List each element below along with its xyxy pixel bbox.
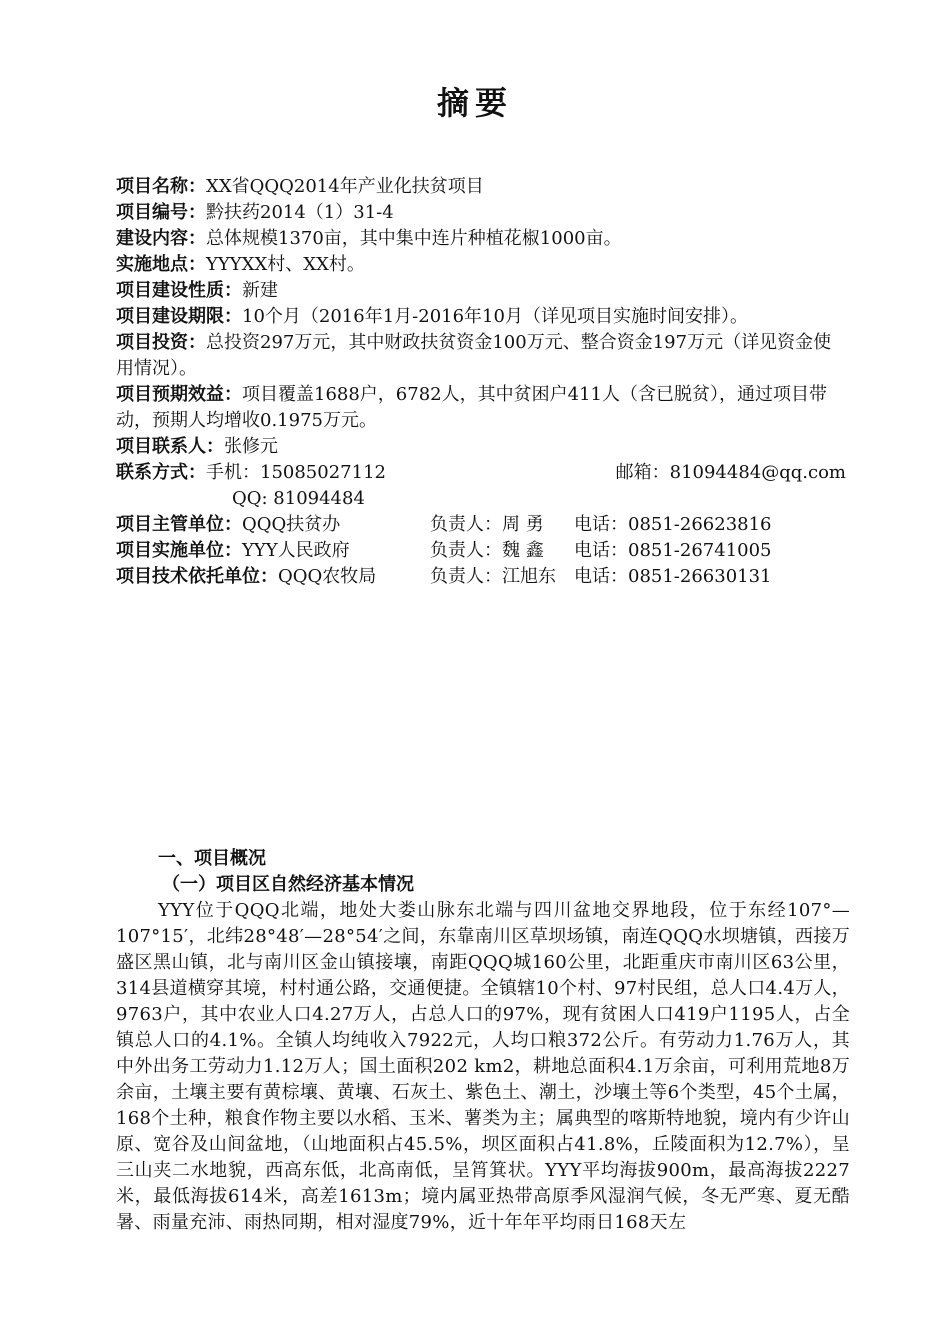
unit-row-implementer <box>116 538 846 564</box>
summary-label: 建设内容： <box>116 228 206 249</box>
unit-name: QQQ扶贫办 <box>242 514 341 535</box>
summary-row-nature <box>116 278 846 304</box>
summary-label: 项目建设性质： <box>116 280 242 301</box>
unit-label: 项目主管单位： <box>116 514 242 535</box>
unit-row-technical <box>116 564 846 590</box>
summary-row-period <box>116 304 846 330</box>
contact-email: 邮箱：81094484@qq.com <box>615 462 846 483</box>
contact-label: 联系方式： <box>116 462 206 483</box>
unit-person: 负责人：魏 鑫 <box>430 540 544 561</box>
unit-row-supervisor <box>116 512 846 538</box>
unit-label: 项目实施单位： <box>116 540 242 561</box>
project-summary <box>116 174 846 590</box>
section-overview <box>116 846 850 1236</box>
summary-value: 黔扶药2014（1）31-4 <box>206 202 394 223</box>
summary-label: 项目名称： <box>116 176 206 197</box>
summary-row-investment <box>116 330 846 382</box>
summary-row-content <box>116 226 846 252</box>
summary-value: 项目覆盖1688户，6782人，其中贫困户411人（含已脱贫），通过项目带动，预期人均增收0.1975万元。 <box>116 384 827 431</box>
summary-label: 项目建设期限： <box>116 306 242 327</box>
summary-value: XX省QQQ2014年产业化扶贫项目 <box>206 176 484 197</box>
section-heading: 一、项目概况 <box>158 848 266 869</box>
summary-label: 实施地点： <box>116 254 206 275</box>
summary-row-contact-person <box>116 434 846 460</box>
contact-row <box>116 460 846 486</box>
page-title: 摘要 <box>436 84 513 122</box>
unit-label: 项目技术依托单位： <box>116 566 278 587</box>
summary-value: 张修元 <box>224 436 278 457</box>
summary-row-location <box>116 252 846 278</box>
unit-person: 负责人：周 勇 <box>430 514 544 535</box>
summary-value: YYYXX村、XX村。 <box>206 254 365 275</box>
summary-row-benefit <box>116 382 846 434</box>
contact-phone: 手机：15085027112 <box>206 462 386 483</box>
contact-qq: QQ: 81094484 <box>232 488 365 509</box>
summary-value: 10个月（2016年1月-2016年10月（详见项目实施时间安排）。 <box>242 306 748 327</box>
unit-name: YYY人民政府 <box>242 540 350 561</box>
summary-label: 项目编号： <box>116 202 206 223</box>
summary-value: 新建 <box>242 280 278 301</box>
section-subheading: （一）项目区自然经济基本情况 <box>162 874 414 895</box>
summary-label: 项目联系人： <box>116 436 224 457</box>
section-paragraph: YYY位于QQQ北端，地处大娄山脉东北端与四川盆地交界地段，位于东经107°—107°15′，北纬28°48′—28°54′之间，东靠南川区草坝场镇，南连QQQ水坝塘镇，西接万盛区黑山镇，北与南川区金山镇接壤，南距QQQ城160公里，北距重庆市南川区63公里，314县道横穿其境，村村通公路，交通便捷。全镇辖10个村、97村民组，总人口4.4万人，9763户，其中农业人口4.27万人，占总人口的97%，现有贫困人口419户1195人，占全镇总人口的4.1%。全镇人均纯收入7922元，人均口粮372公斤。有劳动力1.76万人，其中外出务工劳动力1.12万人；国土面积202 km2，耕地总面积4.1万余亩，可利用荒地8万余亩，土壤主要有黄棕壤、黄壤、石灰土、紫色土、潮土，沙壤土等6个类型，45个土属，168个土种，粮食作物主要以水稻、玉米、薯类为主；属典型的喀斯特地貌，境内有少许山原、宽谷及山间盆地，（山地面积占45.5%，坝区面积占41.8%，丘陵面积为12.7%），呈三山夹二水地貌，西高东低，北高南低，呈筲箕状。YYY平均海拔900m，最高海拔2227米，最低海拔614米，高差1613m；境内属亚热带高原季风湿润气候，冬无严寒、夏无酷暑、雨量充沛、雨热同期，相对湿度79%，近十年年平均雨日168天左 <box>116 900 850 1233</box>
summary-label: 项目投资： <box>116 332 206 353</box>
summary-label: 项目预期效益： <box>116 384 242 405</box>
summary-value: 总投资297万元，其中财政扶贫资金100万元、整合资金197万元（详见资金使用情况）。 <box>116 332 832 379</box>
unit-person: 负责人：江旭东 <box>430 566 556 587</box>
unit-tel: 电话：0851-26630131 <box>574 566 772 587</box>
unit-name: QQQ农牧局 <box>278 566 377 587</box>
summary-value: 总体规模1370亩，其中集中连片种植花椒1000亩。 <box>206 228 622 249</box>
unit-tel: 电话：0851-26623816 <box>574 514 772 535</box>
unit-tel: 电话：0851-26741005 <box>574 540 772 561</box>
summary-row-number <box>116 200 846 226</box>
summary-row-name <box>116 174 846 200</box>
